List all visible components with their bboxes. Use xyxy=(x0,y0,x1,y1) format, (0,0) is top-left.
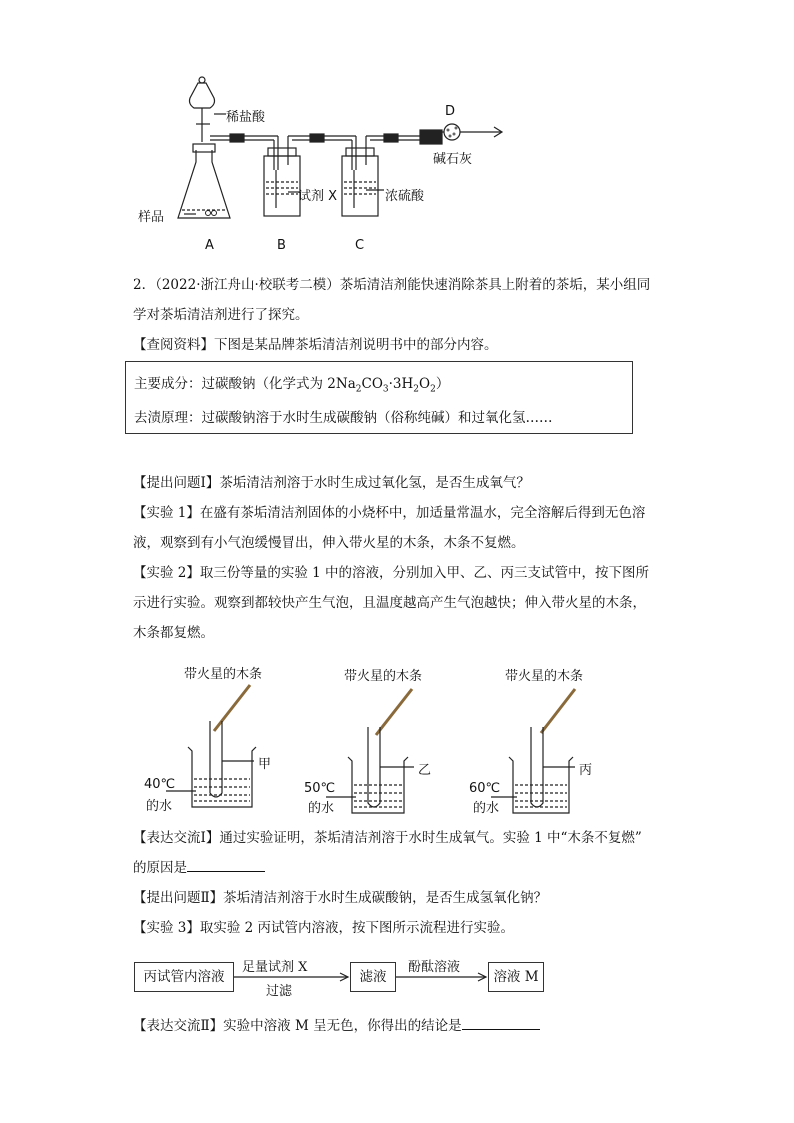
water-label-bing: 的水 xyxy=(473,801,500,816)
question-intro xyxy=(133,270,668,360)
exchange-1-line1: 【表达交流Ⅰ】通过实验证明，茶垢清洁剂溶于水时生成氧气。实验 1 中“木条不复燃” xyxy=(133,830,642,846)
flow-box-solution-m: 溶液 M xyxy=(488,962,544,992)
exchange-2: 【表达交流Ⅱ】实验中溶液 M 呈无色，你得出的结论是 xyxy=(133,1011,668,1041)
info-box-principle: 去渍原理：过碳酸钠溶于水时生成碳酸钠（俗称纯碱）和过氧化氢…… xyxy=(134,409,553,426)
tube-label-yi: 乙 xyxy=(418,763,432,778)
exit-arrow xyxy=(480,127,502,137)
label-b: B xyxy=(277,238,286,253)
label-d: D xyxy=(445,104,456,119)
setup-jia xyxy=(130,655,300,815)
temp-label-bing: 60℃ xyxy=(469,781,501,796)
setup-bing xyxy=(465,655,645,815)
label-dilute-hcl: 稀盐酸 xyxy=(226,110,266,125)
question-intro-line1: 2．（2022·浙江舟山·校联考二模）茶垢清洁剂能快速消除茶具上附着的茶垢，某小组同 xyxy=(133,277,651,293)
label-a: A xyxy=(205,238,214,253)
gas-bottle-b xyxy=(264,156,300,216)
experiment-3: 【实验 3】取实验 2 丙试管内溶液，按下图所示流程进行实验。 xyxy=(133,920,515,936)
apparatus-figure xyxy=(130,70,530,260)
info-box-ingredient: 主要成分：过碳酸钠（化学式为 $2Na_2CO_3\cdot 3H_2O_2$） xyxy=(134,376,450,395)
flow-box-filtrate: 滤液 xyxy=(350,962,396,992)
answer-blank-2[interactable] xyxy=(462,1015,540,1030)
flow-box-bing-solution: 丙试管内溶液 xyxy=(134,962,234,992)
label-reagent-x: 试剂 X xyxy=(298,189,338,204)
question-1: 【提出问题Ⅰ】茶垢清洁剂溶于水时生成过氧化氢，是否生成氧气？ xyxy=(133,475,530,491)
label-soda-lime: 碱石灰 xyxy=(433,152,473,167)
water-label-yi: 的水 xyxy=(308,801,335,816)
separatory-funnel xyxy=(190,83,215,108)
question-intro-line2: 学对茶垢清洁剂进行了探究。 xyxy=(133,307,309,323)
test-tube-figure xyxy=(130,655,670,815)
label-sample: 样品 xyxy=(138,210,165,225)
drying-tube-d xyxy=(420,130,442,144)
flow-arrow2-top: 酚酞溶液 xyxy=(408,960,461,975)
tube-label-bing: 丙 xyxy=(579,763,593,778)
info-box xyxy=(125,361,633,434)
answer-blank-1[interactable] xyxy=(187,857,265,872)
flow-arrow1-bottom: 过滤 xyxy=(266,984,293,999)
gas-bottle-c xyxy=(342,156,378,216)
exchange-1-line2: 的原因是 xyxy=(133,853,668,883)
setup-yi xyxy=(298,655,468,815)
water-label-jia: 的水 xyxy=(146,799,173,814)
experiment-1-line1: 【实验 1】在盛有茶垢清洁剂固体的小烧杯中，加适量常温水，完全溶解后得到无色溶 xyxy=(133,505,646,521)
experiment-2-line2: 示进行实验。观察到都较快产生气泡，且温度越高产生气泡越快；伸入带火星的木条， xyxy=(133,595,646,611)
experiment-1-line2: 液，观察到有小气泡缓慢冒出，伸入带火星的木条，木条不复燃。 xyxy=(133,535,525,551)
label-conc-h2so4: 浓硫酸 xyxy=(385,189,425,204)
experiment-2-line3: 木条都复燃。 xyxy=(133,625,214,641)
label-c: C xyxy=(355,238,365,253)
splint-label-jia: 带火星的木条 xyxy=(184,667,263,682)
splint-label-yi: 带火星的木条 xyxy=(344,669,423,684)
temp-label-jia: 40℃ xyxy=(144,777,176,792)
temp-label-yi: 50℃ xyxy=(304,781,336,796)
funnel-stopper xyxy=(199,77,205,83)
exchange-section xyxy=(133,823,668,943)
reference-heading: 【查阅资料】下图是某品牌茶垢清洁剂说明书中的部分内容。 xyxy=(133,337,498,353)
flow-chart xyxy=(134,958,554,998)
splint-label-bing: 带火星的木条 xyxy=(505,669,584,684)
conical-flask-a xyxy=(178,150,230,218)
tube-label-jia: 甲 xyxy=(258,757,272,772)
experiment-2-line1: 【实验 2】取三份等量的实验 1 中的溶液，分别加入甲、乙、丙三支试管中，按下图所 xyxy=(133,565,650,581)
question-2: 【提出问题Ⅱ】茶垢清洁剂溶于水时生成碳酸钠，是否生成氢氧化钠？ xyxy=(133,890,548,906)
flow-arrow1-top: 足量试剂 X xyxy=(242,960,308,975)
experiment-text xyxy=(133,468,668,648)
